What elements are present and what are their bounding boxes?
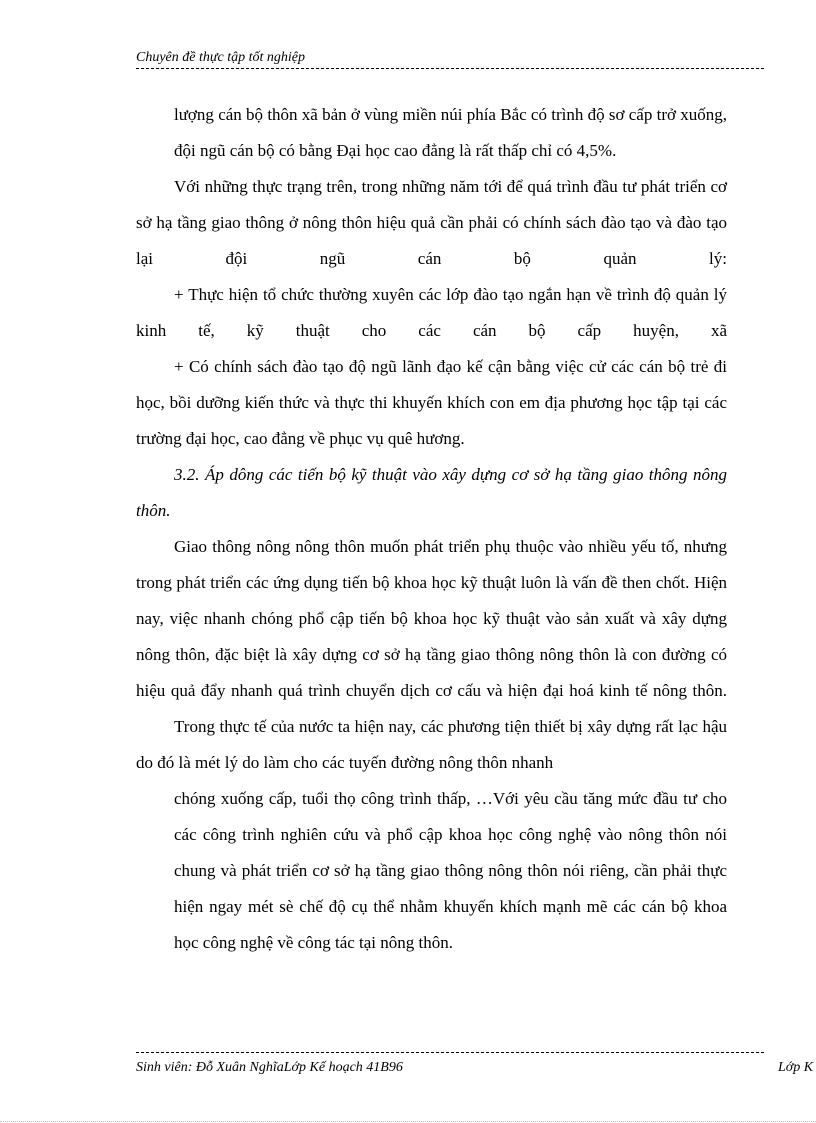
page-header [136,48,764,69]
paragraph-requirement [136,781,727,961]
footer-class: Lớp K [778,1060,814,1075]
paragraph-text: chóng xuống cấp, tuổi thọ công trình thấp, …Với yêu cầu tăng mức đầu tư cho các công trình nghiên cứu và phổ cập khoa học công nghệ vào nông thôn nói chung và phát triển cơ sở hạ tầng giao thông nông thôn nói riêng, cần phải thực hiện ngay mét sè chế độ cụ thể nhằm khuyến khích mạnh mẽ các cán bộ khoa học công nghệ về công tác tại nông thôn. [174,789,727,952]
section-heading-3-2: 3.2. Áp dông các tiến bộ kỹ thuật vào xây dựng cơ sở hạ tầng giao thông nông thôn. [136,465,727,520]
paragraph-bullet-policy: + Có chính sách đào tạo độ ngũ lãnh đạo kế cận bằng việc cử các cán bộ trẻ đi học, bồi dưỡng kiến thức và thực thi khuyến khích con em địa phương học tập tại các trường đại học, cao đẳng về phục vụ quê hương. [136,357,727,448]
header-title: Chuyên đề thực tập tốt nghiệp [136,48,305,68]
footer-student: Sinh viên: Đỗ Xuân NghĩaLớp Kế hoạch 41B96 [136,1060,403,1075]
paragraph-rural-transport: Giao thông nông nông thôn muốn phát triển phụ thuộc vào nhiều yếu tố, nhưng trong phát triển các ứng dụng tiến bộ khoa học kỹ thuật luôn là vấn đề then chốt. Hiện nay, việc nhanh chóng phổ cập tiến bộ khoa học kỹ thuật vào sản xuất và xây dựng nông thôn, đặc biệt là xây dựng cơ sở hạ tầng giao thông nông thôn là con đường có hiệu quả đẩy nhanh quá trình chuyển dịch cơ cấu và hiện đại hoá kinh tế nông thôn. [136,537,727,700]
paragraph-bullet-training: + Thực hiện tổ chức thường xuyên các lớp đào tạo ngắn hạn về trình độ quản lý kinh tế, kỹ thuật cho các cán bộ cấp huyện, xã [136,285,727,340]
paragraph-text: lượng cán bộ thôn xã bản ở vùng miền núi phía Bắc có trình độ sơ cấp trở xuống, đội ngũ cán bộ có bằng Đại học cao đẳng là rất thấp chỉ có 4,5%. [174,105,727,160]
document-body [136,97,727,961]
paragraph-continuation [136,97,727,169]
page-bottom-edge [0,1121,816,1122]
paragraph-situation: Với những thực trạng trên, trong những năm tới để quá trình đầu tư phát triển cơ sở hạ tầng giao thông ở nông thôn hiệu quả cần phải có chính sách đào tạo và đào tạo lại đội ngũ cán bộ quản lý: [136,177,727,268]
paragraph-reality: Trong thực tế của nước ta hiện nay, các phương tiện thiết bị xây dựng rất lạc hậu do đó là mét lý do làm cho các tuyến đường nông thôn nhanh [136,717,727,772]
footer-rule [136,1052,764,1053]
